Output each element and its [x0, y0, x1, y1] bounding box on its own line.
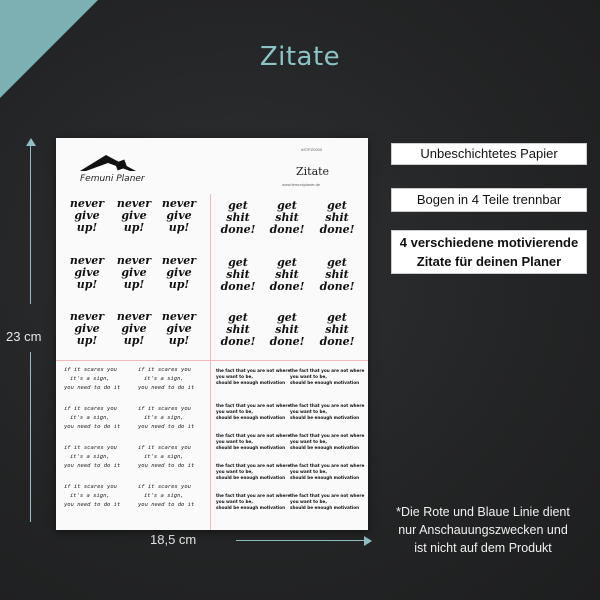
sticker-motivation-quote: the fact that you are not where you want to be, should be enough motivation	[216, 403, 291, 420]
footnote-line2: nur Anschauungszwecken und	[398, 523, 568, 537]
sticker-never-give-up: never give up!	[69, 310, 105, 347]
sticker-motivation-quote: the fact that you are not where you want to be, should be enough motivation	[216, 463, 291, 480]
sticker-if-it-scares-you: if it scares you it's a sign, you need to do it	[138, 484, 195, 508]
sticker-never-give-up: never give up!	[69, 254, 105, 291]
sticker-never-give-up: never give up!	[161, 197, 197, 234]
sticker-if-it-scares-you: if it scares you it's a sign, you need to do it	[64, 445, 121, 469]
sticker-if-it-scares-you: if it scares you it's a sign, you need to do it	[138, 445, 195, 469]
sticker-if-it-scares-you: if it scares you it's a sign, you need to do it	[138, 367, 195, 391]
footnote-line1: *Die Rote und Blaue Linie dient	[396, 505, 570, 519]
label-quotes-line1: 4 verschiedene motivierende	[399, 235, 579, 250]
arrow-up-icon	[26, 138, 36, 146]
brand-name: Femuni Planer	[80, 174, 145, 184]
sticker-get-shit-done: get shit done!	[319, 311, 355, 348]
sticker-never-give-up: never give up!	[116, 310, 152, 347]
sticker-if-it-scares-you: if it scares you it's a sign, you need to do it	[64, 367, 121, 391]
footnote-line3: ist nicht auf dem Produkt	[414, 541, 552, 555]
sticker-motivation-quote: the fact that you are not where you want to be, should be enough motivation	[216, 433, 291, 450]
label-sheet-split: Bogen in 4 Teile trennbar	[391, 188, 587, 212]
cut-line-horizontal	[56, 360, 368, 361]
height-line-top	[30, 142, 31, 304]
sticker-get-shit-done: get shit done!	[319, 256, 355, 293]
sticker-get-shit-done: get shit done!	[269, 256, 305, 293]
sticker-motivation-quote: the fact that you are not where you want to be, should be enough motivation	[290, 403, 365, 420]
sticker-never-give-up: never give up!	[116, 197, 152, 234]
width-line	[236, 540, 366, 541]
sticker-get-shit-done: get shit done!	[220, 256, 256, 293]
cut-line-vertical	[210, 194, 211, 530]
sticker-if-it-scares-you: if it scares you it's a sign, you need to do it	[64, 406, 121, 430]
shop-code: #STFZ0000	[301, 147, 323, 152]
sticker-get-shit-done: get shit done!	[220, 199, 256, 236]
sticker-get-shit-done: get shit done!	[269, 199, 305, 236]
sticker-motivation-quote: the fact that you are not where you want to be, should be enough motivation	[290, 463, 365, 480]
arrow-right-icon	[364, 536, 372, 546]
sticker-motivation-quote: the fact that you are not where you want to be, should be enough motivation	[216, 493, 291, 510]
label-quotes	[391, 230, 587, 274]
sticker-get-shit-done: get shit done!	[269, 311, 305, 348]
label-quotes-line2: Zitate für deinen Planer	[416, 254, 562, 269]
sticker-never-give-up: never give up!	[69, 197, 105, 234]
sticker-get-shit-done: get shit done!	[319, 199, 355, 236]
label-paper: Unbeschichtetes Papier	[391, 143, 587, 165]
sticker-get-shit-done: get shit done!	[220, 311, 256, 348]
page-title: Zitate	[259, 42, 341, 72]
sticker-never-give-up: never give up!	[161, 310, 197, 347]
sticker-motivation-quote: the fact that you are not where you want to be, should be enough motivation	[290, 433, 365, 450]
sticker-motivation-quote: the fact that you are not where you want to be, should be enough motivation	[290, 493, 365, 510]
sticker-if-it-scares-you: if it scares you it's a sign, you need to do it	[64, 484, 121, 508]
footnote	[380, 503, 586, 557]
sticker-never-give-up: never give up!	[161, 254, 197, 291]
height-line-bottom	[30, 352, 31, 522]
sticker-motivation-quote: the fact that you are not where you want to be, should be enough motivation	[290, 368, 365, 385]
sticker-motivation-quote: the fact that you are not where you want to be, should be enough motivation	[216, 368, 291, 385]
sheet-title: Zitate	[296, 165, 330, 178]
height-label: 23 cm	[6, 329, 42, 344]
sticker-if-it-scares-you: if it scares you it's a sign, you need to do it	[138, 406, 195, 430]
width-label: 18,5 cm	[150, 532, 197, 547]
sheet-url: www.femuniplaner.de	[282, 182, 321, 187]
sticker-never-give-up: never give up!	[116, 254, 152, 291]
